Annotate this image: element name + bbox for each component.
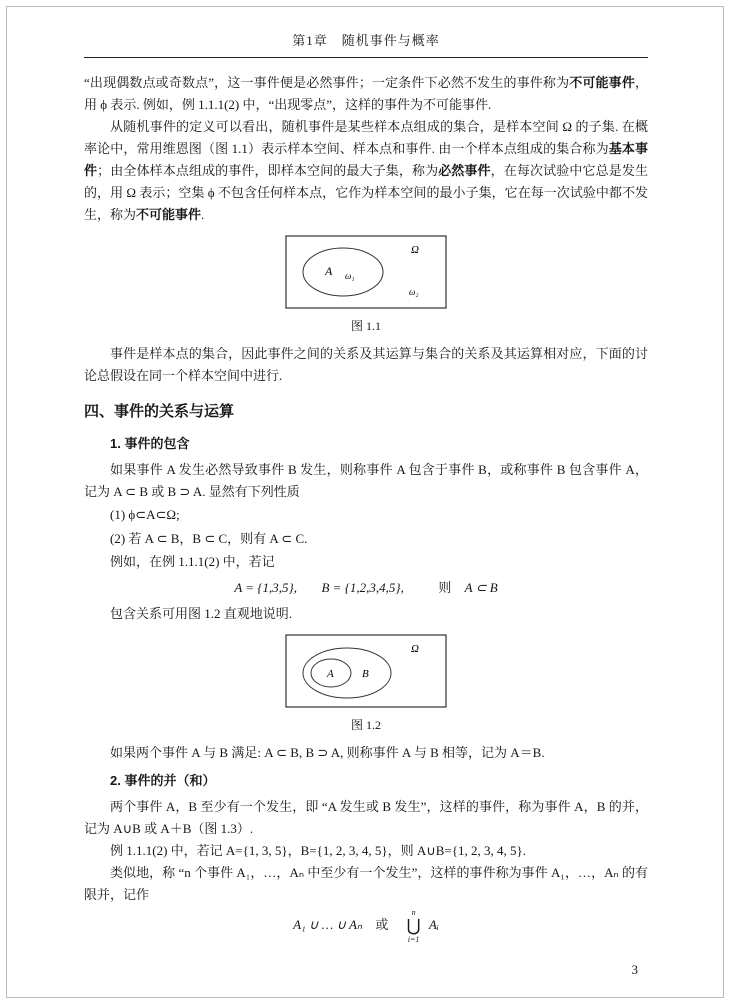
paragraph-events-are-sets: 事件是样本点的集合，因此事件之间的关系及其运算与集合的关系及其运算相对应，下面的讨论总假设在同一个样本空间中进行. <box>84 346 648 383</box>
p2-text-4: . <box>201 207 205 222</box>
p2-text-3: ，在每次试验中它总是发生的，用 Ω 表示；空集 ϕ 不包含任何样本点，它作为样本空间的最小子集，它在每一次试验中都不发生，称为 <box>84 163 648 222</box>
event-b-ellipse <box>303 648 391 698</box>
paragraph-finite-union-intro: 类似地，称 “n 个事件 A₁，…，Aₙ 中至少有一个发生”，这样的事件称为事件 A₁，…，Aₙ 的有限并，记作 <box>84 865 648 902</box>
header-rule <box>84 57 648 58</box>
paragraph-example-intro: 例如，在例 1.1.1(2) 中，若记 <box>110 554 275 569</box>
label-event-a: A <box>325 264 333 278</box>
figure-1-1-caption: 图 1.1 <box>350 319 381 333</box>
property-item-1: (1) ϕ⊂A⊂Ω; <box>110 507 180 522</box>
figure-1-2-venn-diagram <box>84 634 648 713</box>
formula-set-inclusion <box>84 575 648 601</box>
paragraph-inclusion-definition: 如果事件 A 发生必然导致事件 B 发生，则称事件 A 包含于事件 B，或称事件 B 包含事件 A，记为 A ⊂ B 或 B ⊃ A. 显然有下列性质 <box>84 462 648 499</box>
figure-1-1-venn-diagram <box>84 235 648 314</box>
paragraph-union-definition: 两个事件 A，B 至少有一个发生，即 “A 发生或 B 发生”，这样的事件，称为事件 A，B 的并，记为 A∪B 或 A＋B（图 1.3）. <box>84 799 648 836</box>
formula2-indexed-event: Aᵢ <box>428 916 439 932</box>
formula1-set-a: A = {1,3,5}, <box>234 580 297 595</box>
paragraph-venn-intro <box>84 116 648 226</box>
formula1-then: 则 <box>438 580 452 595</box>
big-union-operator <box>407 908 421 944</box>
p1-bold-term: 不可能事件 <box>569 75 635 90</box>
formula-finite-union <box>84 908 648 944</box>
property-item-2: (2) 若 A ⊂ B，B ⊂ C，则有 A ⊂ C. <box>110 531 308 546</box>
figure-1-2-caption: 图 1.2 <box>350 718 381 732</box>
label-omega1-point: ω₁ <box>345 271 355 281</box>
sample-space-rect <box>286 236 446 308</box>
paragraph-union-example: 例 1.1.1(2) 中，若记 A={1, 3, 5}，B={1, 2, 3, 4, 5}，则 A∪B={1, 2, 3, 4, 5}. <box>110 843 526 858</box>
p2-text-1: 从随机事件的定义可以看出，随机事件是某些样本点组成的集合，是样本空间 Ω 的子集. 在概率论中，常用维恩图（图 1.1）表示样本空间、样本点和事件. 由一个样本点组成的集合称为 <box>84 119 648 156</box>
paragraph-figure-1-2-intro: 包含关系可用图 1.2 直观地说明. <box>110 606 293 621</box>
venn-diagram-sample-space <box>285 235 447 309</box>
formula1-set-b: B = {1,2,3,4,5}, <box>321 580 404 595</box>
p1-text-1: “出现偶数点或奇数点”，这一事件便是必然事件；一定条件下必然不发生的事件称为 <box>84 75 570 90</box>
label-inner-a: A <box>327 668 334 680</box>
page-content <box>84 30 648 946</box>
paragraph-impossible-event <box>84 72 648 116</box>
page-number: 3 <box>631 962 638 977</box>
chapter-header: 第1章 随机事件与概率 <box>292 33 440 48</box>
formula2-union-chain: A₁ ∪ … ∪ Aₙ <box>293 916 363 932</box>
p2-text-2: ；由全体样本点组成的事件，即样本空间的最大子集，称为 <box>97 163 439 178</box>
subheading-event-union: 2. 事件的并（和） <box>110 773 216 788</box>
subheading-event-inclusion: 1. 事件的包含 <box>110 436 190 451</box>
union-symbol: ⋃ <box>406 916 421 935</box>
section-heading-relations-operations: 四、事件的关系与运算 <box>84 403 235 420</box>
label-omega-space-2: Ω <box>411 643 419 655</box>
p2-bold-impossible-event: 不可能事件 <box>136 207 202 222</box>
event-a-ellipse <box>303 248 383 296</box>
p2-bold-basic-event: 基本事件 <box>84 141 648 178</box>
label-omega-space: Ω <box>411 244 419 256</box>
label-outer-b: B <box>362 668 369 680</box>
union-upper-limit: n <box>411 908 416 917</box>
p1-text-2: ，用 ϕ 表示. 例如，例 1.1.1(2) 中，“出现零点”，这样的事件为不可能事件. <box>84 75 648 112</box>
formula1-relation: A ⊂ B <box>464 580 498 595</box>
formula2-or: 或 <box>375 916 389 932</box>
p2-bold-certain-event: 必然事件 <box>438 163 491 178</box>
label-omega2-point: ω₂ <box>409 287 419 297</box>
paragraph-equality-definition: 如果两个事件 A 与 B 满足: A ⊂ B, B ⊃ A, 则称事件 A 与 B 相等，记为 A＝B. <box>110 745 545 760</box>
venn-diagram-inclusion <box>285 634 447 708</box>
union-lower-limit: i=1 <box>407 935 420 944</box>
